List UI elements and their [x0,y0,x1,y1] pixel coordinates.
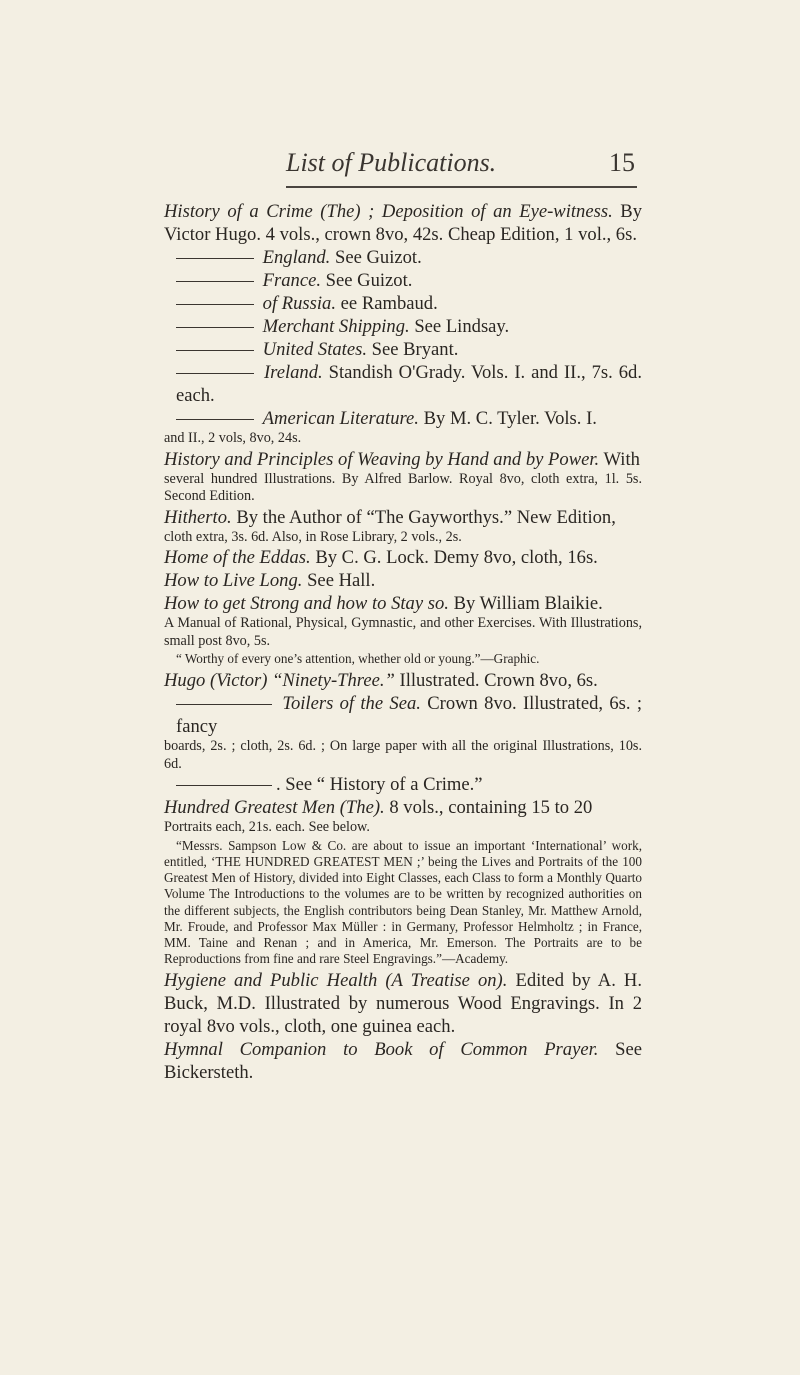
entry-body: See Bickersteth. [164,1039,642,1084]
entry-history-of-france [164,269,642,292]
entry-body: By Victor Hugo. 4 vols., crown 8vo, 42s. Cheap Edition, 1 vol., 6s. [164,201,642,245]
entry-title: How to get Strong and how to Stay so. [164,593,449,614]
entry-body: By the Author of “The Gayworthys.” New Edition, [236,506,616,528]
entry-american-literature [164,407,642,430]
entry-body: Edited by A. H. Buck, M.D. Illustrated by numerous Wood Engravings. In 2 royal 8vo vols., cloth, one guinea each. [164,970,643,1038]
entry-hygiene-public-health [164,969,642,1038]
entry-continuation: and II., 2 vols, 8vo, 24s. [164,430,302,446]
entry-body: Crown 8vo. Illustrated, 6s. ; fancy [176,693,642,738]
entry-weaving [164,448,642,471]
entry-title: Hitherto. [164,506,232,528]
entry-continuation: A Manual of Rational, Physical, Gymnastic, and other Exercises. With Illustrations, small post 8vo, 5s. [164,615,642,649]
entry-title: Toilers of the Sea. [282,693,421,715]
entry-merchant-shipping [164,315,642,338]
entry-body: See Guizot. [334,247,422,268]
entry-title: United States. [262,339,367,360]
ditto-dash [176,785,272,786]
ditto-dash [176,419,254,420]
entry-ninety-three [164,669,642,692]
page-number: 15 [609,148,635,177]
entry-body: By William Blaikie. [453,593,603,614]
entry-body: By M. C. Tyler. Vols. I. [423,408,597,429]
ditto-dash [176,304,254,305]
entry-body: Illustrated. Crown 8vo, 6s. [399,670,598,692]
entry-continuation: several hundred Illustrations. By Alfred Barlow. Royal 8vo, cloth extra, 1l. 5s. Second Edition. [164,470,642,504]
entry-see-history-of-a-crime [164,773,642,796]
entry-title: Home of the Eddas. [164,547,311,568]
entry-title: History and Principles of Weaving by Hand and by Power. [164,448,600,470]
running-head: List of Publications. [286,148,497,177]
entry-home-of-the-eddas [164,546,642,569]
press-quote-text: “Messrs. Sampson Low & Co. are about to issue an important ‘International’ work, entitled, ‘THE HUNDRED GREATEST MEN ;’ being the Lives and Portraits of the 100 Greatest Men of History, divided into Eight Classes, each Class to form a Monthly Quarto Volume The Introductions to the volumes are to be written by recognized authorities on the different subjects, the English contributors being Dean Stanley, Mr. Matthew Arnold, Mr. Froude, and Professor Max Müller : in Germany, Professor Helmholtz ; in France, MM. Taine and Renan ; and in America, Mr. Emerson. The Portraits are to be Reproductions from fine and rare Steel Engravings.”—Academy. [164,837,642,967]
entry-toilers-of-the-sea [164,692,642,738]
entry-title: Hundred Greatest Men (The). [164,797,385,819]
entry-title: History of a Crime (The) ; Deposition of an Eye-witness. [164,201,613,222]
entry-how-to-live-long [164,569,642,592]
entry-ireland [164,361,642,407]
entry-hundred-greatest-men [164,796,642,819]
entry-body: Standish O'Grady. Vols. I. and II., 7s. 6d. each. [176,362,642,406]
ditto-dash [176,258,254,259]
entry-title: Hygiene and Public Health (A Treatise on). [164,970,508,992]
entry-body: By C. G. Lock. Demy 8vo, cloth, 16s. [315,547,598,568]
entry-continuation: boards, 2s. ; cloth, 2s. 6d. ; On large paper with all the original Illustrations, 10s. 6d. [164,738,642,772]
entry-body: See Guizot. [325,270,413,291]
entry-title: France. [262,270,321,291]
entry-title: Ireland. [263,362,323,383]
publication-list [164,200,642,1084]
press-quote [164,651,642,667]
entry-title: How to Live Long. [164,570,303,591]
press-quote [164,838,642,968]
entry-history-of-russia [164,292,642,315]
header-rule [286,186,637,188]
entry-history-of-a-crime [164,200,642,246]
ditto-dash [176,373,254,374]
entry-continuation: Portraits each, 21s. each. See below. [164,819,370,836]
ditto-dash [176,704,272,705]
entry-hymnal-companion [164,1038,642,1084]
entry-body: With [603,448,640,470]
entry-body: . See “ History of a Crime.” [276,774,483,796]
entry-title: American Literature. [262,408,419,429]
entry-body: ee Rambaud. [340,293,438,314]
entry-body: See Hall. [307,570,376,591]
entry-how-to-get-strong [164,592,642,615]
ditto-dash [176,350,254,351]
entry-body: See Bryant. [371,339,459,360]
entry-body: 8 vols., containing 15 to 20 [389,797,593,819]
entry-title: of Russia. [262,293,337,314]
entry-body: See Lindsay. [414,316,510,337]
entry-title: England. [262,247,331,268]
ditto-dash [176,281,254,282]
entry-history-of-england [164,246,642,269]
ditto-dash [176,327,254,328]
press-quote-text: “ Worthy of every one’s attention, whether old or young.”—Graphic. [176,651,540,666]
entry-title: Hymnal Companion to Book of Common Prayer. [164,1039,599,1061]
entry-united-states [164,338,642,361]
entry-title: Hugo (Victor) “Ninety-Three.” [164,670,395,692]
entry-title: Merchant Shipping. [262,316,410,337]
entry-continuation: cloth extra, 3s. 6d. Also, in Rose Library, 2 vols., 2s. [164,528,462,545]
entry-hitherto [164,506,642,529]
